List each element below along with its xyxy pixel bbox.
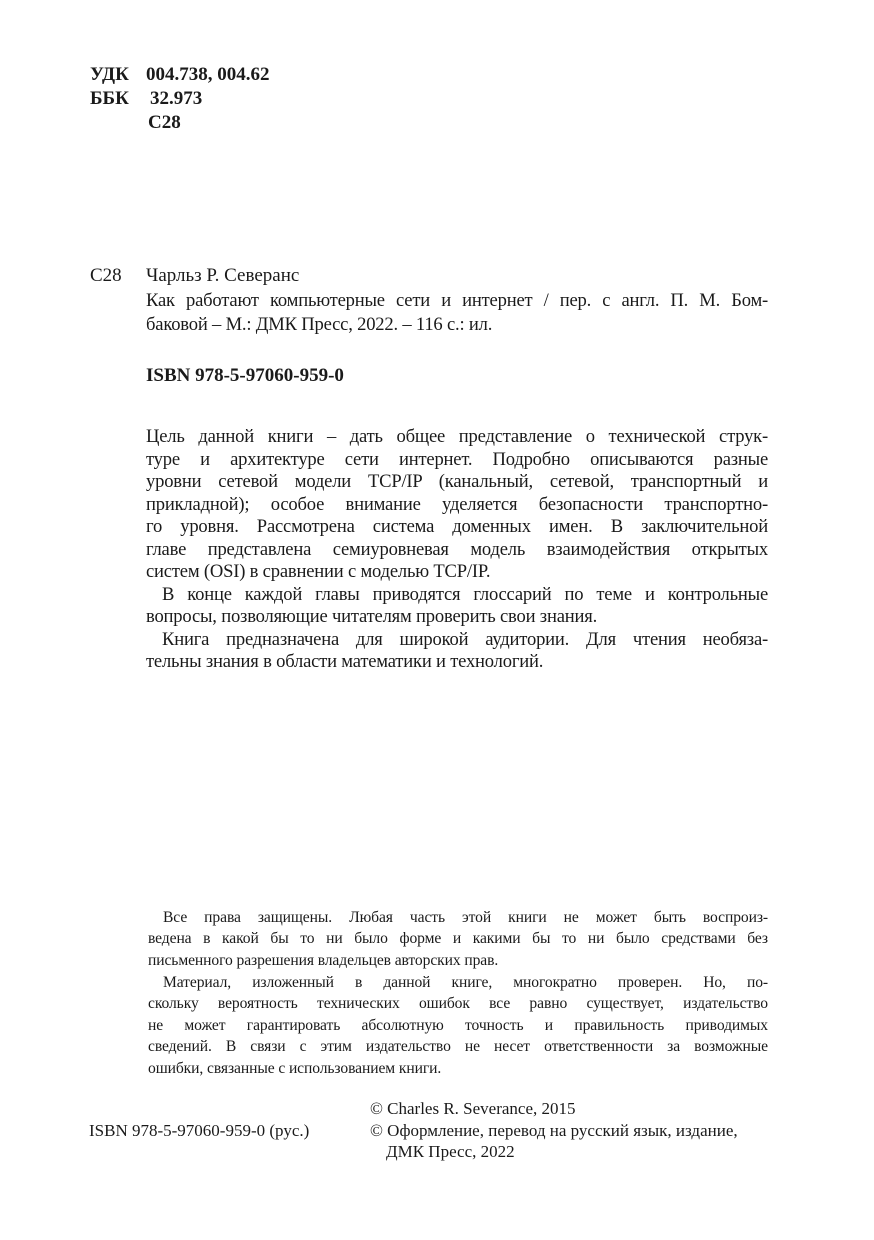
rights-line: сведений. В связи с этим издательство не несет ответственности за возможные (148, 1038, 768, 1055)
bbk-value: 32.973 (150, 88, 203, 109)
copyright-translation: © Оформление, перевод на русский язык, издание, (370, 1121, 738, 1140)
entry-description-line: баковой – М.: ДМК Пресс, 2022. – 116 с.: ил. (146, 314, 493, 335)
udk-label: УДК (90, 64, 129, 85)
abstract-line: В конце каждой главы приводятся глоссарий по теме и контрольные (162, 584, 768, 605)
abstract-line: тельны знания в области математики и технологий. (146, 651, 544, 672)
rights-line: не может гарантировать абсолютную точность и правильность приводимых (148, 1017, 768, 1034)
author-mark: С28 (148, 112, 181, 133)
copyright-translation-publisher: ДМК Пресс, 2022 (386, 1142, 515, 1161)
abstract-line: го уровня. Рассмотрена система доменных имен. В заключительной (146, 516, 768, 537)
abstract-line: вопросы, позволяющие читателям проверить свои знания. (146, 606, 598, 627)
rights-line: ошибки, связанные с использованием книги. (148, 1060, 442, 1077)
abstract-line: Книга предназначена для широкой аудитории. Для чтения необяза- (162, 629, 768, 650)
udk-value: 004.738, 004.62 (146, 64, 270, 85)
entry-author: Чарльз Р. Северанс (146, 265, 300, 286)
abstract-line: систем (OSI) в сравнении с моделью TCP/IP. (146, 561, 491, 582)
rights-line: ведена в какой бы то ни было форме и какими бы то ни было средствами без (148, 930, 768, 947)
bbk-label: ББК (90, 88, 129, 109)
rights-line: Все права защищены. Любая часть этой книги не может быть воспроиз- (163, 909, 768, 926)
abstract-line: Цель данной книги – дать общее представление о технической струк- (146, 426, 768, 447)
abstract-line: туре и архитектуре сети интернет. Подробно описываются разные (146, 449, 768, 470)
rights-line: письменного разрешения владельцев авторских прав. (148, 952, 499, 969)
abstract-line: главе представлена семиуровневая модель взаимодействия открытых (146, 539, 768, 560)
rights-line: скольку вероятность технических ошибок все равно существует, издательство (148, 995, 768, 1012)
copyright-original: © Charles R. Severance, 2015 (370, 1099, 576, 1118)
abstract-line: уровни сетевой модели TCP/IP (канальный, сетевой, транспортный и (146, 471, 768, 492)
rights-line: Материал, изложенный в данной книге, многократно проверен. Но, по- (163, 974, 768, 991)
entry-mark: С28 (90, 265, 122, 286)
entry-description-line: Как работают компьютерные сети и интернет / пер. с англ. П. М. Бом- (146, 290, 768, 311)
isbn-russian: ISBN 978-5-97060-959-0 (рус.) (89, 1121, 310, 1140)
abstract-line: прикладной); особое внимание уделяется безопасности транспортно- (146, 494, 768, 515)
isbn: ISBN 978-5-97060-959-0 (146, 365, 344, 386)
